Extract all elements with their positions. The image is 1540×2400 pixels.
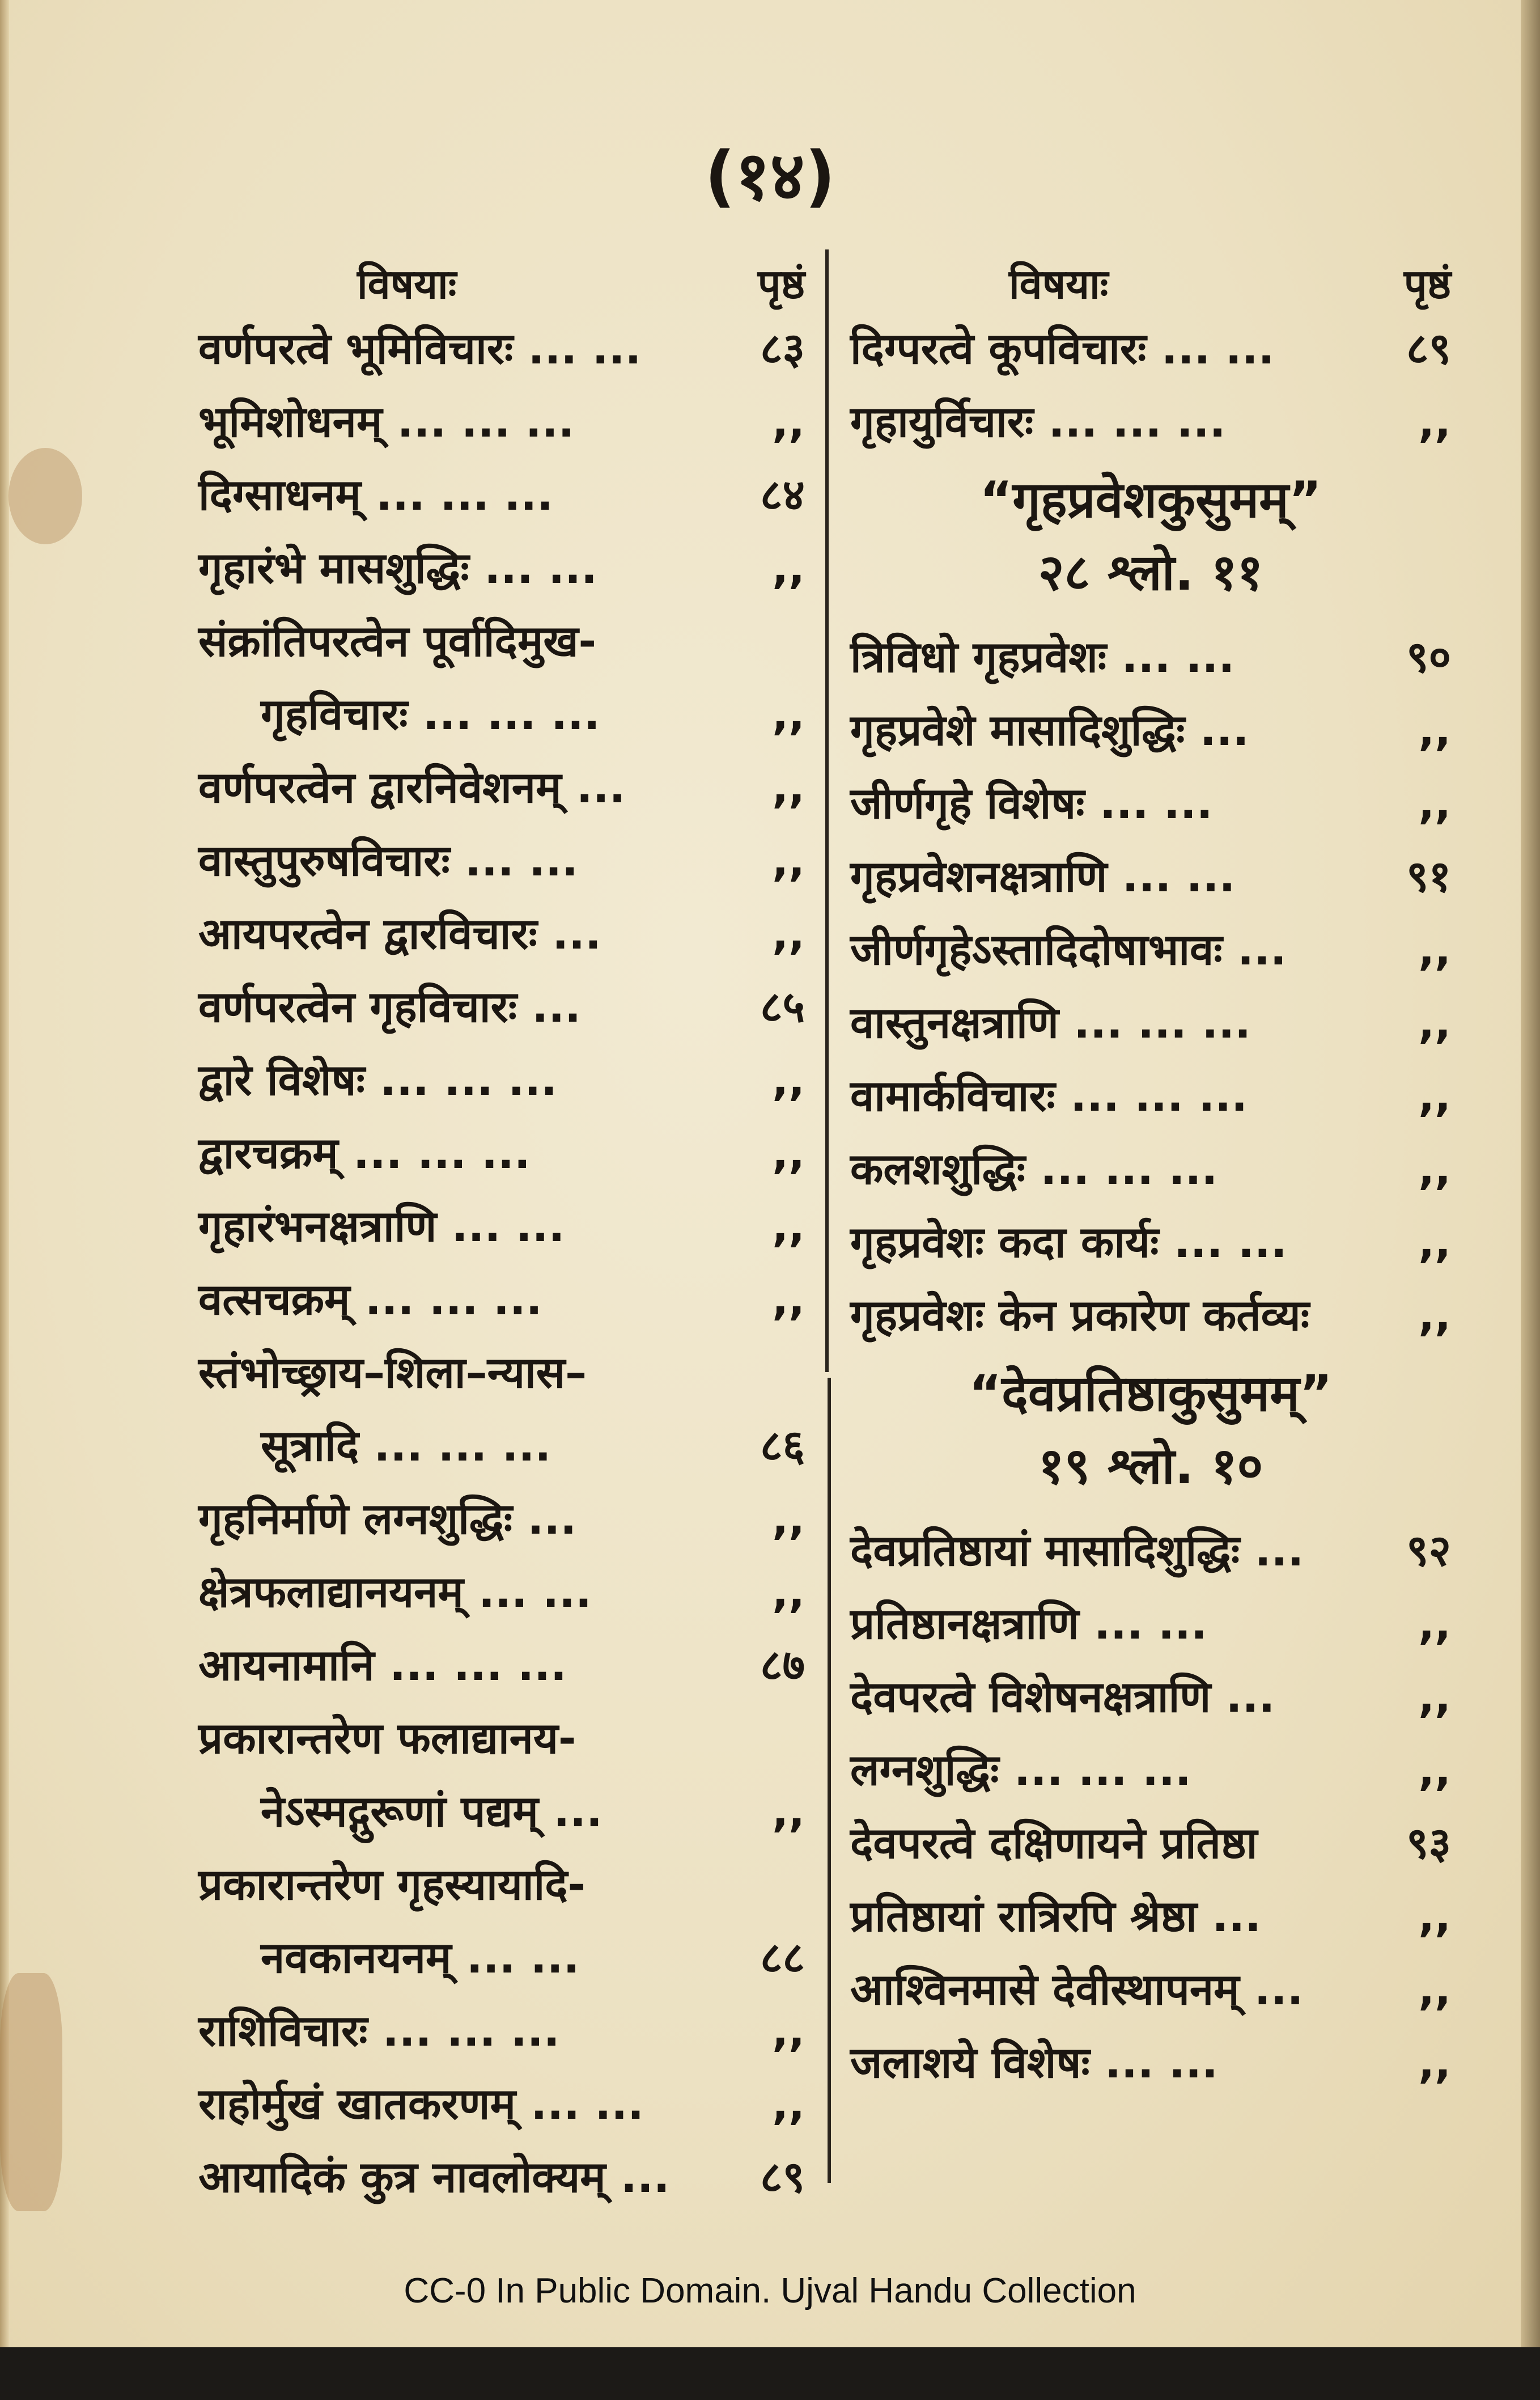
subject-heading: विषयाः	[357, 260, 457, 308]
entry-page: ,,	[1418, 705, 1451, 755]
entry-title: वास्तुनक्षत्राणि ... ... ...	[850, 997, 1251, 1048]
toc-entry	[850, 693, 1451, 767]
left-column-header	[198, 244, 805, 312]
column-divider	[825, 249, 829, 1372]
paper-stain	[9, 448, 82, 544]
toc-entry	[198, 1263, 805, 1336]
toc-entry	[198, 458, 805, 531]
entry-title: भूमिशोधनम् ... ... ...	[198, 396, 575, 447]
toc-entry	[198, 1409, 805, 1482]
paper-stain	[0, 1973, 62, 2211]
toc-entry	[198, 2140, 805, 2213]
entry-title: गृहारंभनक्षत्राणि ... ...	[198, 1201, 565, 1251]
right-entries-top	[850, 312, 1451, 458]
entry-page: ,,	[1418, 778, 1451, 828]
toc-entry	[198, 531, 805, 604]
entry-title: वर्णपरत्वेन द्वारनिवेशनम् ...	[198, 762, 626, 812]
entry-page: ,,	[772, 396, 805, 447]
entry-title: जलाशये विशेषः ... ...	[850, 2037, 1218, 2088]
entry-title: संक्रांतिपरत्वेन पूर्वादिमुख-	[198, 616, 597, 666]
entry-page: ,,	[1418, 1598, 1451, 1649]
entry-title: देवपरत्वे विशेषनक्षत्राणि ...	[850, 1671, 1275, 1722]
entry-title: वत्सचक्रम् ... ... ...	[198, 1274, 542, 1324]
toc-entry	[198, 970, 805, 1043]
entry-page: ,,	[772, 1201, 805, 1251]
toc-entry	[198, 1848, 805, 1921]
entry-page: ,,	[1418, 1671, 1451, 1722]
toc-entry	[850, 986, 1451, 1059]
toc-entry	[198, 1190, 805, 1263]
toc-entry	[198, 2067, 805, 2140]
entry-page: ९२	[1406, 1525, 1451, 1576]
toc-entry	[198, 678, 805, 751]
toc-entry	[198, 312, 805, 385]
entry-title: द्वारे विशेषः ... ... ...	[198, 1055, 558, 1105]
entry-title: आयपरत्वेन द्वारविचारः ...	[198, 908, 601, 959]
entry-title: लग्नशुद्धिः ... ... ...	[850, 1745, 1191, 1795]
toc-entry	[198, 1555, 805, 1628]
entry-title: गृहारंभे मासशुद्धिः ... ...	[198, 543, 597, 593]
entry-page: ,,	[772, 1786, 805, 1836]
entry-title: सूत्रादि ... ... ...	[261, 1420, 551, 1471]
entry-page: ,,	[772, 1128, 805, 1178]
entry-page: ,,	[772, 1055, 805, 1105]
left-column	[198, 244, 805, 2213]
entry-page: ,,	[772, 2079, 805, 2129]
entry-title: आयादिकं कुत्र नावलोक्यम् ...	[198, 2152, 670, 2202]
entry-title: वर्णपरत्वे भूमिविचारः ... ...	[198, 323, 642, 374]
entry-title: गृहप्रवेशनक्षत्राणि ... ...	[850, 851, 1236, 901]
entry-page: ,,	[1418, 1964, 1451, 2014]
entry-title: क्षेत्रफलाद्यानयनम् ... ...	[198, 1567, 592, 1617]
entry-page: ,,	[1418, 1144, 1451, 1194]
entry-title: नवकानयनम् ... ...	[261, 1932, 580, 1983]
right-entries-bottom	[850, 1514, 1451, 2099]
entry-title: वामार्कविचारः ... ... ...	[850, 1070, 1248, 1121]
toc-entry	[198, 897, 805, 970]
entry-page: ,,	[772, 689, 805, 739]
right-entries-middle	[850, 620, 1451, 1352]
entry-page: ८६	[760, 1420, 805, 1471]
toc-entry	[850, 1806, 1451, 1880]
section-title: “देवप्रतिष्ठाकुसुमम्”	[969, 1364, 1333, 1423]
toc-entry	[850, 1733, 1451, 1806]
toc-entry	[850, 913, 1451, 986]
toc-entry	[198, 385, 805, 458]
column-divider	[828, 1378, 831, 2183]
footer-credit: CC-0 In Public Domain. Ujval Handu Collection	[404, 2271, 1136, 2310]
entry-page: ,,	[772, 1493, 805, 1544]
toc-entry	[198, 1336, 805, 1409]
scan-border	[0, 2347, 1540, 2400]
entry-page: ,,	[772, 1567, 805, 1617]
toc-entry	[850, 312, 1451, 385]
entry-page: ,,	[1418, 1891, 1451, 1941]
entry-page: ,,	[772, 2005, 805, 2056]
entry-title: त्रिविधो गृहप्रवेशः ... ...	[850, 632, 1235, 682]
toc-entry	[850, 1587, 1451, 1660]
entry-title: गृहप्रवेशे मासादिशुद्धिः ...	[850, 705, 1249, 755]
entry-title: प्रतिष्ठायां रात्रिरपि श्रेष्ठा ...	[850, 1891, 1262, 1941]
entry-title: राहोर्मुखं खातकरणम् ... ...	[198, 2079, 644, 2129]
entry-title: गृहायुर्विचारः ... ... ...	[850, 396, 1226, 447]
section-subtitle: १९ श्लो. १०	[1038, 1437, 1263, 1495]
entry-title: स्तंभोच्छ्राय–शिला–न्यास–	[198, 1347, 587, 1398]
toc-entry	[850, 1059, 1451, 1132]
entry-title: आयनामानि ... ... ...	[198, 1640, 567, 1690]
entry-page: ८५	[760, 981, 805, 1032]
entry-page: ,,	[1418, 997, 1451, 1048]
entry-title: प्रकारान्तरेण गृहस्यायादि-	[198, 1859, 586, 1910]
toc-entry	[850, 385, 1451, 458]
toc-entry	[198, 1628, 805, 1701]
entry-page: ,,	[772, 1274, 805, 1324]
right-column-header	[850, 244, 1451, 312]
toc-entry	[850, 620, 1451, 693]
entry-title: दिग्परत्वे कूपविचारः ... ...	[850, 323, 1275, 374]
entry-title: वर्णपरत्वेन गृहविचारः ...	[198, 981, 582, 1032]
entry-title: राशिविचारः ... ... ...	[198, 2005, 560, 2056]
entry-page: ,,	[1418, 1290, 1451, 1340]
page-number: (१४)	[705, 137, 835, 215]
toc-entry	[850, 1514, 1451, 1587]
entry-page: ,,	[1418, 1217, 1451, 1267]
entry-page: ,,	[1418, 1070, 1451, 1121]
entry-page: ८४	[760, 469, 805, 520]
toc-entry	[850, 1205, 1451, 1279]
entry-page: ८९	[760, 2152, 805, 2202]
section-subtitle: २८ श्लो. ११	[1038, 543, 1263, 602]
entry-title: द्वारचक्रम् ... ... ...	[198, 1128, 531, 1178]
toc-entry	[198, 1994, 805, 2067]
entry-page: ,,	[1418, 396, 1451, 447]
entry-page: ८३	[760, 323, 805, 374]
entry-page: ,,	[772, 762, 805, 812]
entry-title: दिग्साधनम् ... ... ...	[198, 469, 554, 520]
entry-page: ,,	[1418, 2037, 1451, 2088]
toc-entry	[198, 1043, 805, 1116]
entry-page: ,,	[772, 835, 805, 886]
entry-page: ,,	[1418, 924, 1451, 975]
entry-page: ९०	[1406, 632, 1451, 682]
toc-entry	[850, 767, 1451, 840]
section-heading-griha-pravesha	[850, 458, 1451, 620]
toc-entry	[850, 2026, 1451, 2099]
page-heading: पृष्ठं	[1403, 260, 1451, 308]
toc-entry	[850, 1660, 1451, 1733]
entry-title: देवप्रतिष्ठायां मासादिशुद्धिः ...	[850, 1525, 1304, 1576]
toc-entry	[198, 824, 805, 897]
entry-title: देवपरत्वे दक्षिणायने प्रतिष्ठा	[850, 1818, 1258, 1868]
entry-page: ८९	[1406, 323, 1451, 374]
entry-page: ८८	[760, 1932, 805, 1983]
right-column	[850, 244, 1451, 2099]
toc-entry	[198, 604, 805, 678]
entry-title: जीर्णगृहेऽस्तादिदोषाभावः ...	[850, 924, 1287, 975]
entry-page: ९३	[1406, 1818, 1451, 1868]
toc-entry	[198, 1775, 805, 1848]
toc-entry	[850, 1880, 1451, 1953]
entry-title: नेऽस्मद्गुरूणां पद्यम् ...	[261, 1786, 603, 1836]
entry-page: ,,	[1418, 1745, 1451, 1795]
entry-page: ,,	[772, 543, 805, 593]
toc-entry	[850, 840, 1451, 913]
toc-entry	[850, 1279, 1451, 1352]
entry-title: कलशशुद्धिः ... ... ...	[850, 1144, 1218, 1194]
toc-entry	[850, 1953, 1451, 2026]
entry-title: गृहनिर्माणे लग्नशुद्धिः ...	[198, 1493, 577, 1544]
entry-title: गृहप्रवेशः केन प्रकारेण कर्तव्यः	[850, 1290, 1310, 1340]
toc-entry	[198, 1701, 805, 1775]
toc-entry	[198, 751, 805, 824]
entry-page: ९१	[1406, 851, 1451, 901]
entry-title: जीर्णगृहे विशेषः ... ...	[850, 778, 1213, 828]
page-right-edge	[1521, 0, 1540, 2400]
page-heading: पृष्ठं	[757, 260, 805, 308]
entry-title: प्रतिष्ठानक्षत्राणि ... ...	[850, 1598, 1207, 1649]
entry-page: ८७	[760, 1640, 805, 1690]
entry-title: वास्तुपुरुषविचारः ... ...	[198, 835, 578, 886]
entry-page: ,,	[772, 908, 805, 959]
toc-entry	[198, 1921, 805, 1994]
entry-title: प्रकारान्तरेण फलाद्यानय-	[198, 1713, 576, 1763]
section-title: “गृहप्रवेशकुसुमम्”	[979, 471, 1322, 529]
toc-entry	[850, 1132, 1451, 1205]
toc-entry	[198, 1116, 805, 1190]
section-heading-deva-pratishtha	[850, 1352, 1451, 1514]
entry-title: गृहप्रवेशः कदा कार्यः ... ...	[850, 1217, 1287, 1267]
entry-title: गृहविचारः ... ... ...	[261, 689, 600, 739]
left-entries	[198, 312, 805, 2213]
toc-entry	[198, 1482, 805, 1555]
entry-title: आश्विनमासे देवीस्थापनम् ...	[850, 1964, 1304, 2014]
subject-heading: विषयाः	[1009, 260, 1109, 308]
